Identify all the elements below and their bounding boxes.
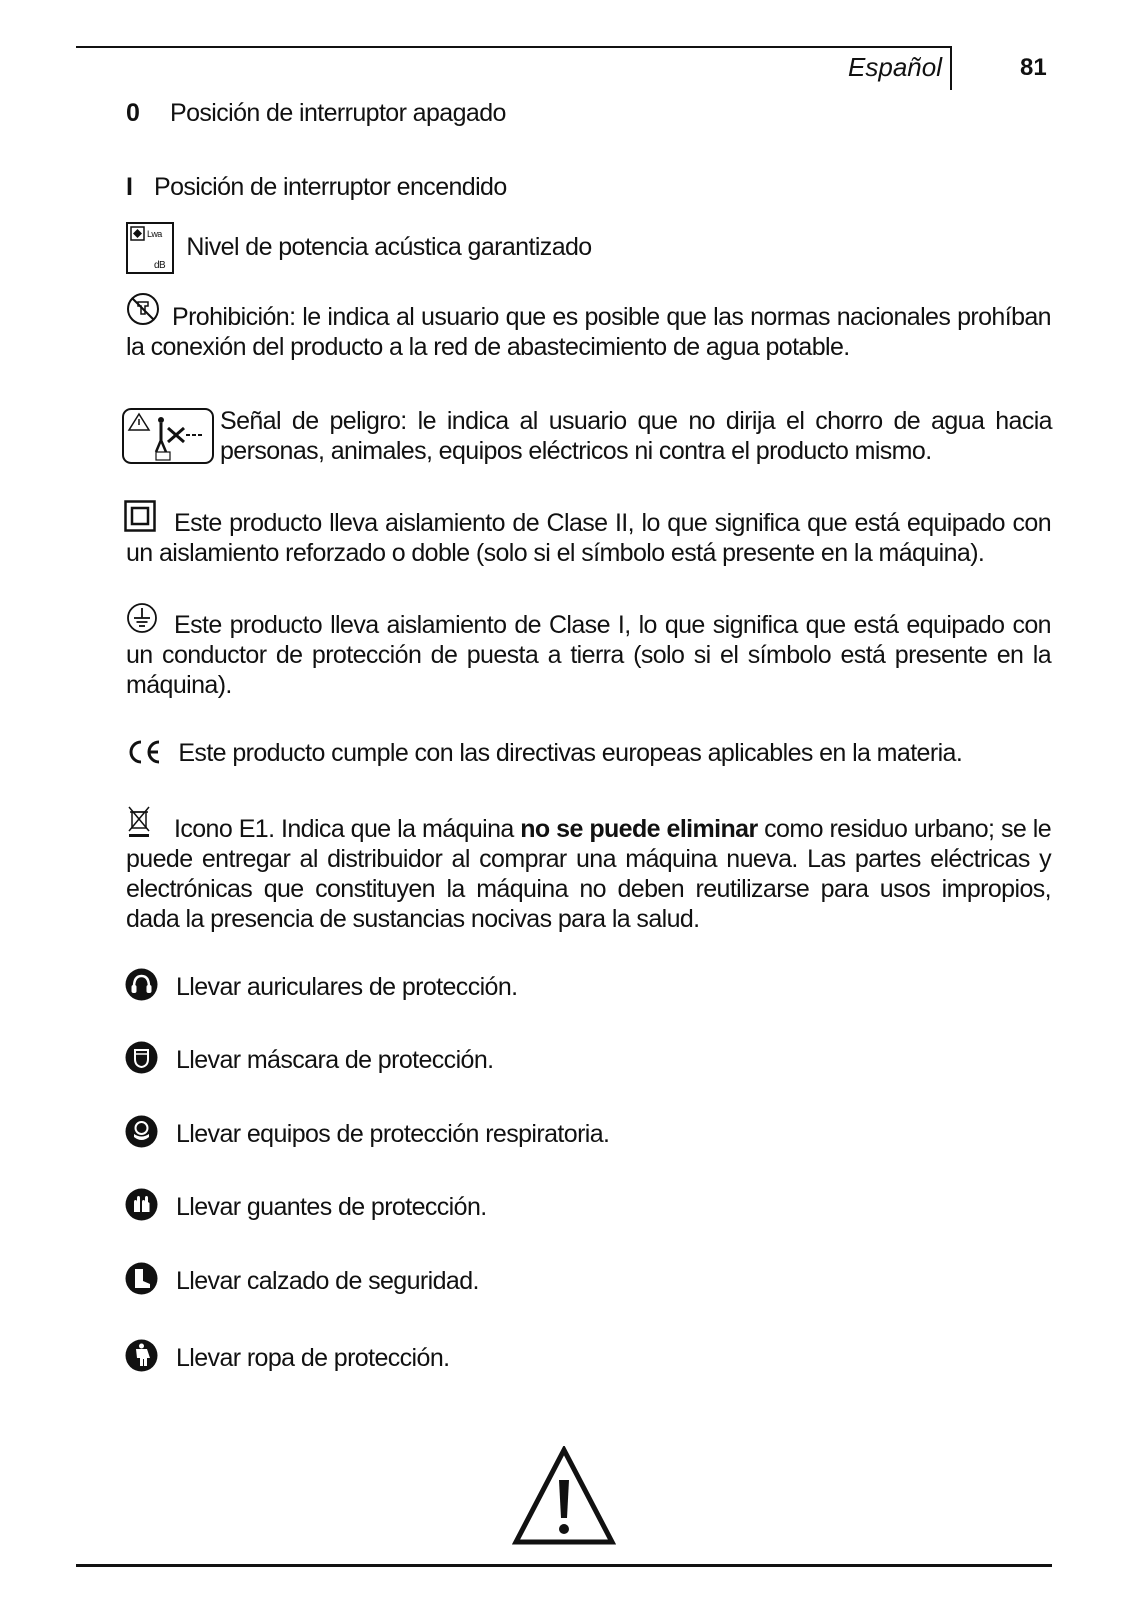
switch-off-item (126, 98, 506, 128)
class-ii-insulation-icon (124, 500, 156, 532)
sound-power-text: Nivel de potencia acústica garantizado (186, 232, 592, 261)
page-number: 81 (1020, 54, 1047, 81)
ppe-respirator-text: Llevar equipos de protección respiratoria. (176, 1120, 610, 1148)
weee-text-before: Icono E1. Indica que la máquina (174, 815, 521, 843)
safety-boots-icon (125, 1262, 158, 1295)
sound-power-item (126, 222, 592, 274)
switch-off-text: Posición de interruptor apagado (170, 99, 506, 127)
ce-item (126, 738, 962, 768)
danger-item (122, 406, 1052, 466)
ce-text: Este producto cumple con las directivas europeas aplicables en la materia. (178, 739, 963, 767)
ppe-clothing-text: Llevar ropa de protección. (176, 1344, 450, 1372)
prohibition-text: Prohibición: le indica al usuario que es posible que las normas nacionales prohíban la conexión del producto a la red de abastecimiento de agua potable. (126, 303, 1051, 361)
sound-power-icon (126, 222, 174, 274)
sound-power-icon-top: Lwa (147, 229, 162, 239)
water-jet-danger-icon (122, 408, 214, 464)
footer-rule (76, 1564, 1052, 1567)
sound-power-icon-bottom: dB (154, 260, 166, 271)
class-i-item (126, 602, 1051, 699)
class-ii-item (126, 500, 1051, 567)
ce-mark-icon (126, 739, 162, 765)
ppe-ear-text: Llevar auriculares de protección. (176, 973, 518, 1001)
face-mask-icon (125, 1041, 158, 1074)
ear-protection-icon (125, 968, 158, 1001)
no-drinking-water-icon (126, 292, 160, 326)
weee-text-bold: no se puede eliminar (520, 815, 758, 843)
weee-item (126, 804, 1051, 933)
class-i-text: Este producto lleva aislamiento de Clase I, lo que significa que está equipado con un conductor de protección de puesta a tierra (solo si el símbolo está presente en la máquina). (126, 611, 1051, 699)
class-ii-text: Este producto lleva aislamiento de Clase II, lo que significa que está equipado con un aislamiento reforzado o doble (solo si el símbolo está presente en la máquina). (126, 509, 1051, 567)
switch-on-item (126, 172, 507, 202)
gloves-icon (125, 1188, 158, 1221)
header-divider (950, 46, 952, 90)
danger-text: Señal de peligro: le indica al usuario que no dirija el chorro de agua hacia personas, animales, equipos eléctricos ni contra el producto mismo. (220, 407, 1052, 465)
warning-triangle-icon (512, 1446, 616, 1546)
respirator-icon (125, 1115, 158, 1148)
crossed-bin-icon (126, 804, 152, 838)
switch-off-symbol: 0 (126, 99, 140, 127)
weee-text-after: como residuo urbano; se le puede entregar al distribuidor al comprar una máquina nueva. Las partes eléctricas y electrónicas que constituyen la máquina no deben reutilizarse para usos impropios, dada la presencia de sustancias nocivas para la salud. (126, 815, 1051, 933)
header-rule (76, 46, 950, 48)
earth-ground-icon (126, 602, 158, 634)
switch-on-symbol: I (126, 173, 133, 201)
switch-on-text: Posición de interruptor encendido (154, 173, 507, 201)
ppe-gloves-text: Llevar guantes de protección. (176, 1193, 487, 1221)
ppe-boots-text: Llevar calzado de seguridad. (176, 1267, 479, 1295)
protective-clothing-icon (125, 1339, 158, 1372)
prohibition-item (126, 292, 1051, 361)
ppe-mask-text: Llevar máscara de protección. (176, 1046, 494, 1074)
language-label: Español (848, 52, 942, 82)
